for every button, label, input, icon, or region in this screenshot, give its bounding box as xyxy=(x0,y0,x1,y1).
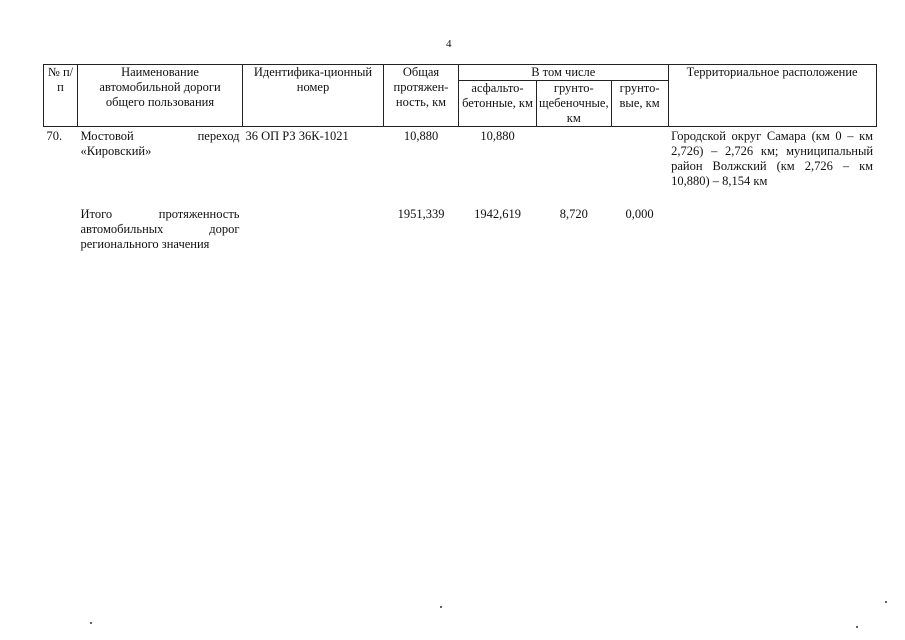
row-name: Мостовой переход «Кировский» xyxy=(78,127,243,190)
total-num xyxy=(44,205,78,252)
scan-speck xyxy=(90,622,92,624)
row-dirt xyxy=(611,127,668,190)
total-asphalt: 1942,619 xyxy=(474,207,521,221)
total-gravel: 8,720 xyxy=(559,207,588,221)
table-row xyxy=(44,127,877,190)
header-name: Наименование автомобильной дороги общего пользования xyxy=(78,65,243,127)
total-label: Итого протяженность автомобильных дорог регионального значения xyxy=(80,207,240,251)
row-location: Городской округ Самара (км 0 – км 2,726) – 2,726 км; муниципальный район Волжский (км 2,726 – км 10,880) – 8,154 км xyxy=(668,127,876,190)
row-id: 36 ОП РЗ 36К-1021 xyxy=(243,127,384,190)
row-asphalt: 10,880 xyxy=(459,127,537,190)
scan-speck xyxy=(856,626,858,628)
total-location xyxy=(668,205,876,252)
row-total: 10,880 xyxy=(384,127,459,190)
row-gravel xyxy=(537,127,612,190)
row-num: 70. xyxy=(44,127,78,190)
total-dirt: 0,000 xyxy=(625,207,654,221)
total-length: 1951,339 xyxy=(397,207,445,221)
header-location: Территориальное расположение xyxy=(668,65,876,127)
header-gravel: грунто-щебеночные, км xyxy=(537,81,612,127)
scan-speck xyxy=(885,601,887,603)
total-id xyxy=(243,205,384,252)
total-row xyxy=(44,205,877,252)
header-dirt: грунто-вые, км xyxy=(611,81,668,127)
header-id: Идентифика-ционный номер xyxy=(243,65,384,127)
header-including: В том числе xyxy=(459,65,669,81)
header-num: № п/п xyxy=(44,65,78,127)
header-total: Общая протяжен-ность, км xyxy=(384,65,459,127)
row-spacer xyxy=(44,189,877,205)
header-asphalt: асфальто-бетонные, км xyxy=(459,81,537,127)
page-number: 4 xyxy=(446,38,452,50)
scan-speck xyxy=(440,606,442,608)
roads-table xyxy=(43,64,877,252)
